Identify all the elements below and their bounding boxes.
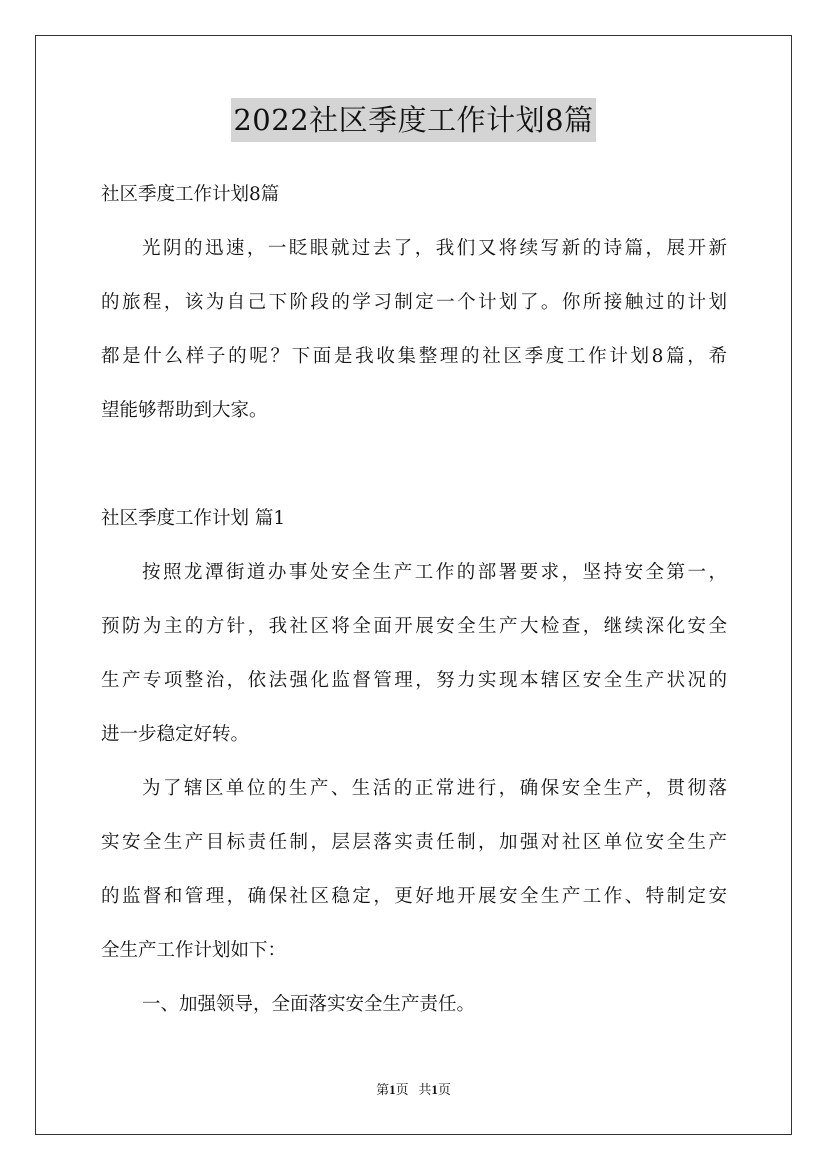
total-prefix: 共 [418, 1082, 432, 1097]
intro-line: 望能够帮助到大家。 [101, 400, 268, 421]
paragraph-line: 进一步稳定好转。 [101, 724, 250, 745]
page-footer [0, 1081, 827, 1099]
intro-line: 的旅程，该为自己下阶段的学习制定一个计划了。你所接触过的计划 [101, 292, 727, 313]
title-container [0, 98, 827, 142]
document-title: 2022社区季度工作计划8篇 [231, 98, 595, 142]
paragraph-line: 预防为主的方针，我社区将全面开展安全生产大检查，继续深化安全 [101, 616, 727, 637]
intro-line: 都是什么样子的呢？下面是我收集整理的社区季度工作计划8篇，希 [101, 346, 727, 367]
paragraph-line: 为了辖区单位的生产、生活的正常进行，确保安全生产，贯彻落 [142, 778, 727, 799]
paragraph-line: 实安全生产目标责任制，层层落实责任制，加强对社区单位安全生产 [101, 832, 727, 853]
paragraph-line: 生产专项整治，依法强化监督管理，努力实现本辖区安全生产状况的 [101, 670, 727, 691]
paragraph-line: 全生产工作计划如下： [101, 940, 287, 961]
paragraph-line: 的监督和管理，确保社区稳定，更好地开展安全生产工作、特制定安 [101, 886, 727, 907]
paragraph-line: 按照龙潭街道办事处安全生产工作的部署要求，坚持安全第一， [142, 562, 727, 583]
intro-line: 光阴的迅速，一眨眼就过去了，我们又将续写新的诗篇，展开新 [142, 238, 727, 259]
list-item-heading: 一、加强领导，全面落实安全生产责任。 [142, 994, 476, 1015]
total-pages: 1 [431, 1082, 438, 1097]
page-number: 1 [389, 1082, 396, 1097]
page-prefix: 第 [376, 1082, 390, 1097]
document-subtitle: 社区季度工作计划8篇 [101, 184, 280, 205]
page-suffix: 页 [395, 1082, 409, 1097]
total-suffix: 页 [437, 1082, 451, 1097]
section-heading: 社区季度工作计划 篇1 [101, 508, 286, 529]
